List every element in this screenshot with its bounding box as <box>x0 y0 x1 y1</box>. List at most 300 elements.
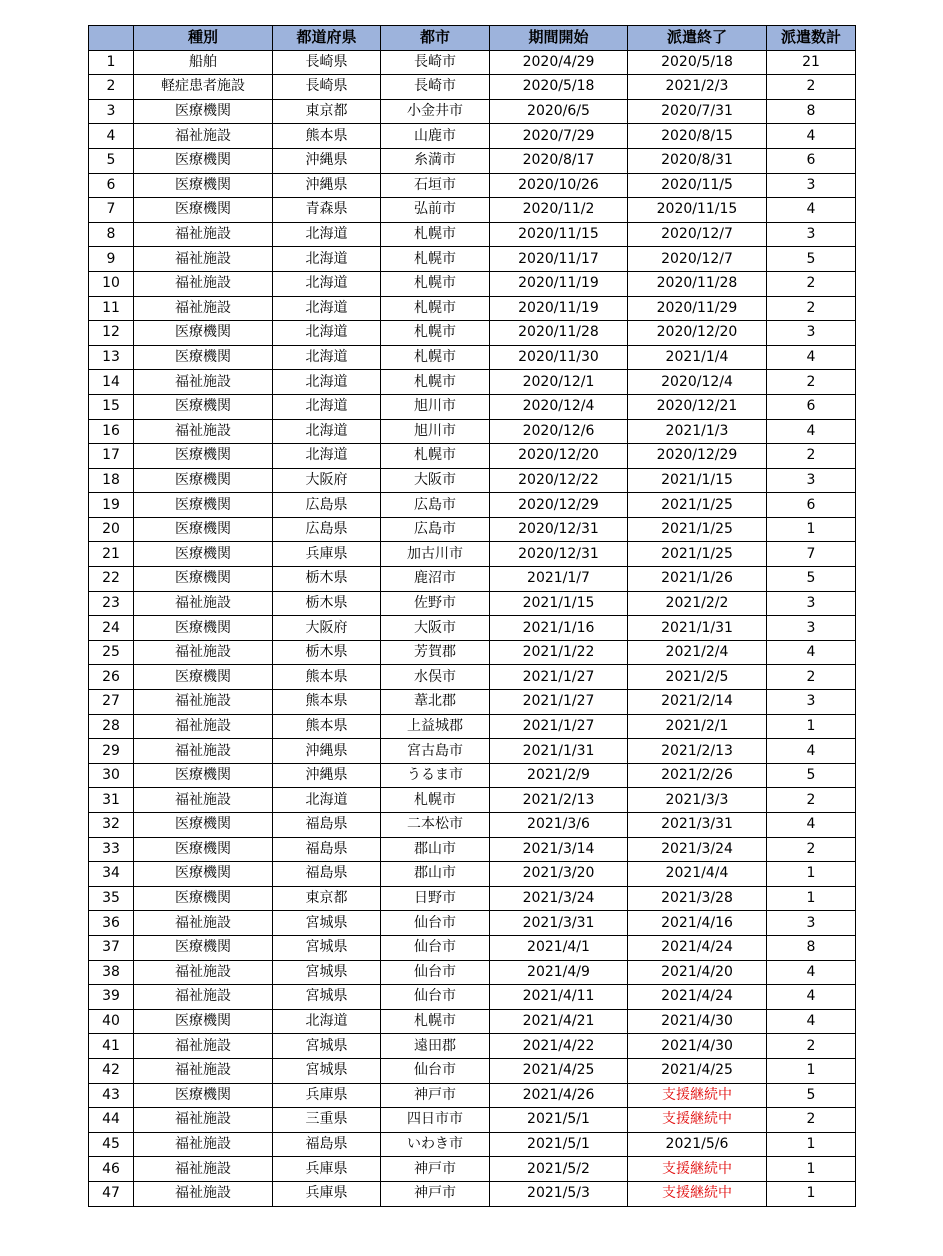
cell-type: 福祉施設 <box>134 960 273 985</box>
cell-prefecture: 北海道 <box>273 296 381 321</box>
cell-type: 福祉施設 <box>134 1034 273 1059</box>
cell-start: 2021/1/27 <box>490 690 628 715</box>
cell-no: 35 <box>89 886 134 911</box>
cell-type: 福祉施設 <box>134 419 273 444</box>
cell-city: 旭川市 <box>381 394 490 419</box>
cell-no: 20 <box>89 517 134 542</box>
header-period-start: 期間開始 <box>490 26 628 51</box>
cell-no: 24 <box>89 616 134 641</box>
cell-type: 医療機関 <box>134 935 273 960</box>
cell-end: 2020/12/7 <box>628 222 767 247</box>
cell-type: 福祉施設 <box>134 739 273 764</box>
cell-type: 福祉施設 <box>134 788 273 813</box>
cell-type: 福祉施設 <box>134 985 273 1010</box>
header-dispatch-total: 派遣数計 <box>767 26 856 51</box>
table-row <box>89 468 856 493</box>
cell-no: 47 <box>89 1181 134 1206</box>
cell-start: 2020/12/31 <box>490 542 628 567</box>
cell-prefecture: 大阪府 <box>273 616 381 641</box>
cell-prefecture: 広島県 <box>273 517 381 542</box>
cell-start: 2021/1/27 <box>490 714 628 739</box>
cell-total: 1 <box>767 1157 856 1182</box>
cell-no: 3 <box>89 99 134 124</box>
cell-prefecture: 北海道 <box>273 222 381 247</box>
table-row <box>89 665 856 690</box>
table-row <box>89 714 856 739</box>
cell-type: 医療機関 <box>134 148 273 173</box>
cell-type: 医療機関 <box>134 665 273 690</box>
cell-total: 1 <box>767 1058 856 1083</box>
cell-city: 札幌市 <box>381 321 490 346</box>
cell-start: 2021/4/9 <box>490 960 628 985</box>
cell-total: 3 <box>767 222 856 247</box>
cell-start: 2021/4/1 <box>490 935 628 960</box>
cell-city: 山鹿市 <box>381 124 490 149</box>
cell-start: 2020/12/4 <box>490 394 628 419</box>
cell-start: 2020/6/5 <box>490 99 628 124</box>
cell-total: 5 <box>767 763 856 788</box>
cell-prefecture: 兵庫県 <box>273 1181 381 1206</box>
cell-end: 2020/5/18 <box>628 50 767 75</box>
cell-no: 39 <box>89 985 134 1010</box>
cell-start: 2021/3/6 <box>490 813 628 838</box>
cell-total: 1 <box>767 1181 856 1206</box>
cell-type: 医療機関 <box>134 444 273 469</box>
cell-city: 二本松市 <box>381 813 490 838</box>
table-row <box>89 1132 856 1157</box>
cell-total: 2 <box>767 271 856 296</box>
cell-start: 2020/12/31 <box>490 517 628 542</box>
cell-no: 2 <box>89 75 134 100</box>
cell-end: 2021/3/24 <box>628 837 767 862</box>
cell-end: 2021/5/6 <box>628 1132 767 1157</box>
cell-end: 2021/1/25 <box>628 493 767 518</box>
cell-city: 長崎市 <box>381 75 490 100</box>
cell-end: 2021/2/26 <box>628 763 767 788</box>
cell-type: 医療機関 <box>134 813 273 838</box>
cell-city: 札幌市 <box>381 345 490 370</box>
cell-no: 31 <box>89 788 134 813</box>
cell-prefecture: 沖縄県 <box>273 763 381 788</box>
cell-type: 医療機関 <box>134 837 273 862</box>
cell-type: 福祉施設 <box>134 690 273 715</box>
cell-start: 2020/11/19 <box>490 296 628 321</box>
cell-end: 2021/1/25 <box>628 517 767 542</box>
cell-end: 2021/3/28 <box>628 886 767 911</box>
cell-prefecture: 北海道 <box>273 1009 381 1034</box>
cell-end: 2021/3/31 <box>628 813 767 838</box>
table-row <box>89 739 856 764</box>
cell-city: 札幌市 <box>381 247 490 272</box>
cell-prefecture: 青森県 <box>273 198 381 223</box>
header-row <box>89 26 856 51</box>
cell-city: 広島市 <box>381 517 490 542</box>
table-row <box>89 567 856 592</box>
table-row <box>89 542 856 567</box>
cell-prefecture: 福島県 <box>273 862 381 887</box>
cell-no: 6 <box>89 173 134 198</box>
cell-city: 仙台市 <box>381 935 490 960</box>
cell-start: 2021/3/24 <box>490 886 628 911</box>
cell-no: 15 <box>89 394 134 419</box>
cell-total: 8 <box>767 935 856 960</box>
cell-total: 3 <box>767 911 856 936</box>
table-row <box>89 911 856 936</box>
table-row <box>89 813 856 838</box>
cell-no: 33 <box>89 837 134 862</box>
cell-end: 支援継続中 <box>628 1108 767 1133</box>
table-row <box>89 1108 856 1133</box>
cell-prefecture: 熊本県 <box>273 124 381 149</box>
cell-city: 芳賀郡 <box>381 640 490 665</box>
cell-city: 日野市 <box>381 886 490 911</box>
cell-type: 福祉施設 <box>134 1132 273 1157</box>
cell-end: 2021/2/3 <box>628 75 767 100</box>
cell-end: 2021/1/3 <box>628 419 767 444</box>
table-row <box>89 1181 856 1206</box>
cell-type: 船舶 <box>134 50 273 75</box>
cell-start: 2021/1/27 <box>490 665 628 690</box>
cell-end: 2020/12/21 <box>628 394 767 419</box>
cell-total: 4 <box>767 960 856 985</box>
cell-city: 札幌市 <box>381 444 490 469</box>
cell-start: 2021/5/1 <box>490 1132 628 1157</box>
cell-start: 2021/3/31 <box>490 911 628 936</box>
cell-type: 医療機関 <box>134 616 273 641</box>
cell-prefecture: 福島県 <box>273 1132 381 1157</box>
cell-prefecture: 栃木県 <box>273 567 381 592</box>
cell-no: 44 <box>89 1108 134 1133</box>
cell-total: 4 <box>767 345 856 370</box>
cell-prefecture: 北海道 <box>273 321 381 346</box>
cell-end: 2020/12/20 <box>628 321 767 346</box>
table-row <box>89 985 856 1010</box>
cell-prefecture: 東京都 <box>273 99 381 124</box>
cell-city: 長崎市 <box>381 50 490 75</box>
cell-prefecture: 北海道 <box>273 419 381 444</box>
table-row <box>89 321 856 346</box>
cell-prefecture: 熊本県 <box>273 665 381 690</box>
cell-end: 2020/8/31 <box>628 148 767 173</box>
table-row <box>89 837 856 862</box>
cell-no: 22 <box>89 567 134 592</box>
cell-end: 2020/11/29 <box>628 296 767 321</box>
cell-total: 1 <box>767 862 856 887</box>
cell-end: 2021/4/24 <box>628 935 767 960</box>
cell-no: 17 <box>89 444 134 469</box>
cell-start: 2020/11/2 <box>490 198 628 223</box>
cell-start: 2020/7/29 <box>490 124 628 149</box>
cell-total: 4 <box>767 813 856 838</box>
cell-no: 27 <box>89 690 134 715</box>
cell-city: 仙台市 <box>381 911 490 936</box>
cell-end: 2021/2/13 <box>628 739 767 764</box>
cell-total: 6 <box>767 148 856 173</box>
cell-prefecture: 北海道 <box>273 247 381 272</box>
cell-start: 2020/12/20 <box>490 444 628 469</box>
cell-total: 1 <box>767 886 856 911</box>
cell-city: 葦北郡 <box>381 690 490 715</box>
cell-end: 2021/4/4 <box>628 862 767 887</box>
cell-total: 3 <box>767 591 856 616</box>
cell-city: 弘前市 <box>381 198 490 223</box>
cell-start: 2021/2/9 <box>490 763 628 788</box>
cell-prefecture: 北海道 <box>273 370 381 395</box>
cell-prefecture: 宮城県 <box>273 911 381 936</box>
cell-no: 5 <box>89 148 134 173</box>
cell-prefecture: 大阪府 <box>273 468 381 493</box>
cell-no: 23 <box>89 591 134 616</box>
table-row <box>89 222 856 247</box>
cell-end: 2021/3/3 <box>628 788 767 813</box>
cell-end: 2021/1/31 <box>628 616 767 641</box>
cell-no: 40 <box>89 1009 134 1034</box>
cell-type: 福祉施設 <box>134 124 273 149</box>
cell-end: 支援継続中 <box>628 1083 767 1108</box>
cell-city: 郡山市 <box>381 837 490 862</box>
cell-prefecture: 福島県 <box>273 837 381 862</box>
cell-prefecture: 広島県 <box>273 493 381 518</box>
cell-start: 2021/3/14 <box>490 837 628 862</box>
cell-start: 2020/5/18 <box>490 75 628 100</box>
cell-type: 医療機関 <box>134 517 273 542</box>
cell-no: 26 <box>89 665 134 690</box>
cell-type: 医療機関 <box>134 173 273 198</box>
header-type: 種別 <box>134 26 273 51</box>
table-row <box>89 247 856 272</box>
cell-prefecture: 沖縄県 <box>273 739 381 764</box>
cell-prefecture: 長崎県 <box>273 50 381 75</box>
cell-prefecture: 北海道 <box>273 788 381 813</box>
cell-no: 11 <box>89 296 134 321</box>
cell-total: 5 <box>767 247 856 272</box>
table-row <box>89 517 856 542</box>
cell-no: 10 <box>89 271 134 296</box>
cell-start: 2021/4/22 <box>490 1034 628 1059</box>
cell-city: 仙台市 <box>381 985 490 1010</box>
cell-total: 4 <box>767 739 856 764</box>
cell-total: 2 <box>767 370 856 395</box>
table-row <box>89 1083 856 1108</box>
cell-city: 札幌市 <box>381 370 490 395</box>
cell-total: 5 <box>767 1083 856 1108</box>
cell-city: 四日市市 <box>381 1108 490 1133</box>
table-row <box>89 370 856 395</box>
cell-type: 軽症患者施設 <box>134 75 273 100</box>
header-prefecture: 都道府県 <box>273 26 381 51</box>
cell-start: 2020/4/29 <box>490 50 628 75</box>
cell-start: 2020/10/26 <box>490 173 628 198</box>
header-no <box>89 26 134 51</box>
cell-start: 2021/5/3 <box>490 1181 628 1206</box>
cell-start: 2021/1/16 <box>490 616 628 641</box>
cell-end: 2021/2/5 <box>628 665 767 690</box>
cell-end: 2020/11/15 <box>628 198 767 223</box>
cell-city: 札幌市 <box>381 222 490 247</box>
cell-prefecture: 長崎県 <box>273 75 381 100</box>
cell-prefecture: 栃木県 <box>273 640 381 665</box>
cell-end: 2021/4/20 <box>628 960 767 985</box>
cell-city: 宮古島市 <box>381 739 490 764</box>
cell-prefecture: 熊本県 <box>273 690 381 715</box>
cell-city: 旭川市 <box>381 419 490 444</box>
cell-total: 4 <box>767 198 856 223</box>
cell-total: 2 <box>767 665 856 690</box>
table-row <box>89 198 856 223</box>
cell-start: 2020/12/22 <box>490 468 628 493</box>
cell-end: 2021/4/16 <box>628 911 767 936</box>
cell-type: 医療機関 <box>134 468 273 493</box>
cell-type: 医療機関 <box>134 99 273 124</box>
cell-no: 7 <box>89 198 134 223</box>
cell-no: 42 <box>89 1058 134 1083</box>
cell-end: 2020/12/7 <box>628 247 767 272</box>
table-row <box>89 788 856 813</box>
cell-start: 2021/4/11 <box>490 985 628 1010</box>
cell-total: 8 <box>767 99 856 124</box>
table-row <box>89 271 856 296</box>
cell-start: 2021/5/1 <box>490 1108 628 1133</box>
cell-prefecture: 宮城県 <box>273 1034 381 1059</box>
cell-type: 福祉施設 <box>134 247 273 272</box>
cell-type: 医療機関 <box>134 542 273 567</box>
cell-type: 医療機関 <box>134 567 273 592</box>
cell-end: 支援継続中 <box>628 1181 767 1206</box>
cell-type: 医療機関 <box>134 886 273 911</box>
table-row <box>89 173 856 198</box>
cell-city: 広島市 <box>381 493 490 518</box>
cell-total: 7 <box>767 542 856 567</box>
cell-total: 6 <box>767 394 856 419</box>
cell-city: 加古川市 <box>381 542 490 567</box>
cell-end: 2021/4/25 <box>628 1058 767 1083</box>
cell-no: 25 <box>89 640 134 665</box>
cell-total: 4 <box>767 419 856 444</box>
cell-total: 6 <box>767 493 856 518</box>
cell-end: 2020/7/31 <box>628 99 767 124</box>
cell-total: 3 <box>767 173 856 198</box>
cell-total: 21 <box>767 50 856 75</box>
cell-start: 2020/11/28 <box>490 321 628 346</box>
table-row <box>89 124 856 149</box>
cell-prefecture: 東京都 <box>273 886 381 911</box>
cell-prefecture: 北海道 <box>273 394 381 419</box>
cell-city: 郡山市 <box>381 862 490 887</box>
table-row <box>89 296 856 321</box>
cell-type: 福祉施設 <box>134 222 273 247</box>
cell-total: 4 <box>767 124 856 149</box>
cell-no: 34 <box>89 862 134 887</box>
cell-type: 医療機関 <box>134 321 273 346</box>
table-row <box>89 345 856 370</box>
cell-end: 2021/4/30 <box>628 1034 767 1059</box>
cell-total: 3 <box>767 468 856 493</box>
cell-type: 福祉施設 <box>134 591 273 616</box>
cell-city: 水俣市 <box>381 665 490 690</box>
table-row <box>89 591 856 616</box>
cell-prefecture: 沖縄県 <box>273 173 381 198</box>
cell-start: 2020/11/30 <box>490 345 628 370</box>
cell-end: 2021/2/2 <box>628 591 767 616</box>
cell-no: 37 <box>89 935 134 960</box>
cell-city: 佐野市 <box>381 591 490 616</box>
table-row <box>89 862 856 887</box>
cell-city: 札幌市 <box>381 1009 490 1034</box>
table-row <box>89 616 856 641</box>
cell-no: 28 <box>89 714 134 739</box>
table-row <box>89 935 856 960</box>
cell-city: 上益城郡 <box>381 714 490 739</box>
table-row <box>89 75 856 100</box>
cell-total: 2 <box>767 837 856 862</box>
table-row <box>89 419 856 444</box>
cell-type: 福祉施設 <box>134 1181 273 1206</box>
cell-start: 2020/8/17 <box>490 148 628 173</box>
cell-type: 福祉施設 <box>134 911 273 936</box>
cell-end: 2020/12/29 <box>628 444 767 469</box>
cell-end: 2021/2/4 <box>628 640 767 665</box>
cell-start: 2021/4/21 <box>490 1009 628 1034</box>
cell-total: 4 <box>767 640 856 665</box>
cell-start: 2021/5/2 <box>490 1157 628 1182</box>
cell-prefecture: 宮城県 <box>273 935 381 960</box>
cell-city: 札幌市 <box>381 271 490 296</box>
cell-end: 2020/8/15 <box>628 124 767 149</box>
cell-total: 4 <box>767 985 856 1010</box>
cell-end: 2020/12/4 <box>628 370 767 395</box>
table-row <box>89 493 856 518</box>
cell-start: 2021/1/15 <box>490 591 628 616</box>
cell-total: 3 <box>767 321 856 346</box>
cell-end: 2021/1/26 <box>628 567 767 592</box>
cell-no: 36 <box>89 911 134 936</box>
cell-total: 5 <box>767 567 856 592</box>
cell-no: 4 <box>89 124 134 149</box>
cell-start: 2021/4/25 <box>490 1058 628 1083</box>
cell-start: 2020/12/29 <box>490 493 628 518</box>
table-row <box>89 1157 856 1182</box>
cell-city: 仙台市 <box>381 1058 490 1083</box>
cell-total: 1 <box>767 517 856 542</box>
cell-end: 2021/2/1 <box>628 714 767 739</box>
cell-total: 2 <box>767 296 856 321</box>
cell-end: 2020/11/5 <box>628 173 767 198</box>
cell-type: 福祉施設 <box>134 370 273 395</box>
cell-city: 神戸市 <box>381 1083 490 1108</box>
cell-type: 医療機関 <box>134 1083 273 1108</box>
cell-no: 46 <box>89 1157 134 1182</box>
table-row <box>89 148 856 173</box>
cell-total: 3 <box>767 616 856 641</box>
table-row <box>89 99 856 124</box>
cell-end: 2021/1/4 <box>628 345 767 370</box>
cell-type: 医療機関 <box>134 198 273 223</box>
cell-end: 支援継続中 <box>628 1157 767 1182</box>
cell-city: 神戸市 <box>381 1157 490 1182</box>
cell-total: 2 <box>767 1034 856 1059</box>
table-body <box>89 50 856 1206</box>
cell-total: 4 <box>767 1009 856 1034</box>
cell-type: 医療機関 <box>134 493 273 518</box>
table-row <box>89 1034 856 1059</box>
cell-prefecture: 熊本県 <box>273 714 381 739</box>
table-row <box>89 640 856 665</box>
cell-no: 1 <box>89 50 134 75</box>
cell-no: 32 <box>89 813 134 838</box>
cell-prefecture: 福島県 <box>273 813 381 838</box>
cell-start: 2021/1/22 <box>490 640 628 665</box>
header-city: 都市 <box>381 26 490 51</box>
